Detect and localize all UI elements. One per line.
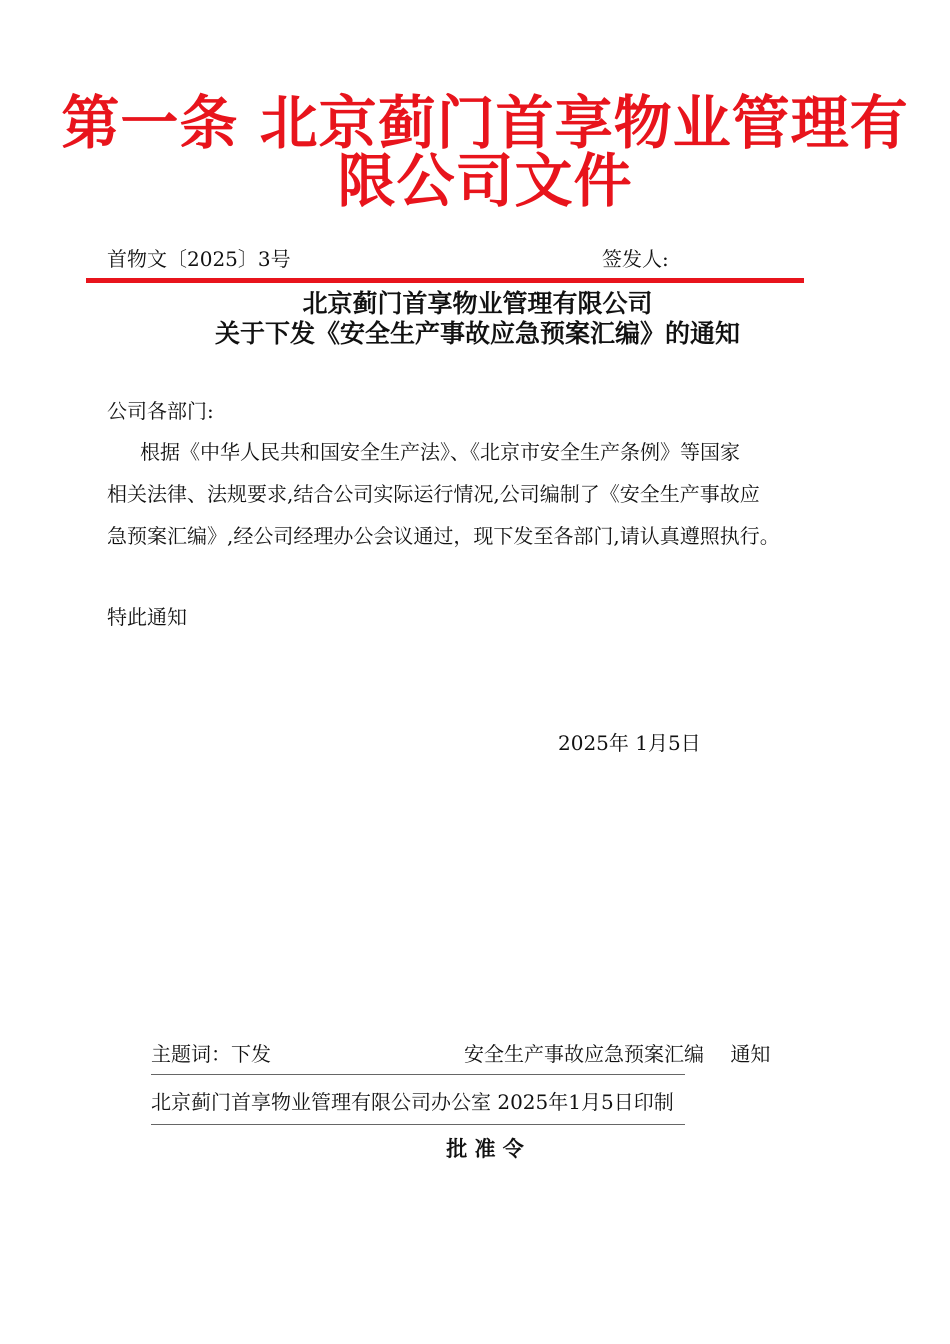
document-title-line1: 第一条 北京蓟门首享物业管理有: [61, 89, 909, 157]
body-paragraph-line1: 根据《中华人民共和国安全生产法》、《北京市安全生产条例》等国家: [140, 440, 740, 464]
footer-divider-top: [151, 1074, 685, 1075]
printer-info: 北京蓟门首享物业管理有限公司办公室 2025年1月5日印制: [151, 1090, 674, 1114]
issue-date: 2025年 1月5日: [558, 731, 701, 755]
body-paragraph-line2: 相关法律、法规要求,结合公司实际运行情况,公司编制了《安全生产事故应: [107, 482, 760, 506]
notice-title-line1: 北京蓟门首享物业管理有限公司: [302, 289, 653, 318]
signer-label: 签发人:: [602, 247, 669, 271]
approval-heading: 批 准 令: [446, 1137, 524, 1161]
closing-remark: 特此通知: [107, 605, 187, 629]
document-number: 首物文〔2025〕3号: [107, 247, 291, 271]
notice-title-line2: 关于下发《安全生产事故应急预案汇编》的通知: [214, 319, 740, 348]
keywords-values: 安全生产事故应急预案汇编 通知: [464, 1042, 771, 1066]
red-divider: [86, 278, 804, 283]
footer-divider-bottom: [151, 1124, 685, 1125]
keywords-label: 主题词：下发: [151, 1042, 271, 1066]
document-title-line2: 限公司文件: [337, 147, 633, 215]
salutation: 公司各部门:: [107, 399, 214, 423]
body-paragraph-line3: 急预案汇编》,经公司经理办公会议通过，现下发至各部门,请认真遵照执行。: [107, 524, 780, 548]
